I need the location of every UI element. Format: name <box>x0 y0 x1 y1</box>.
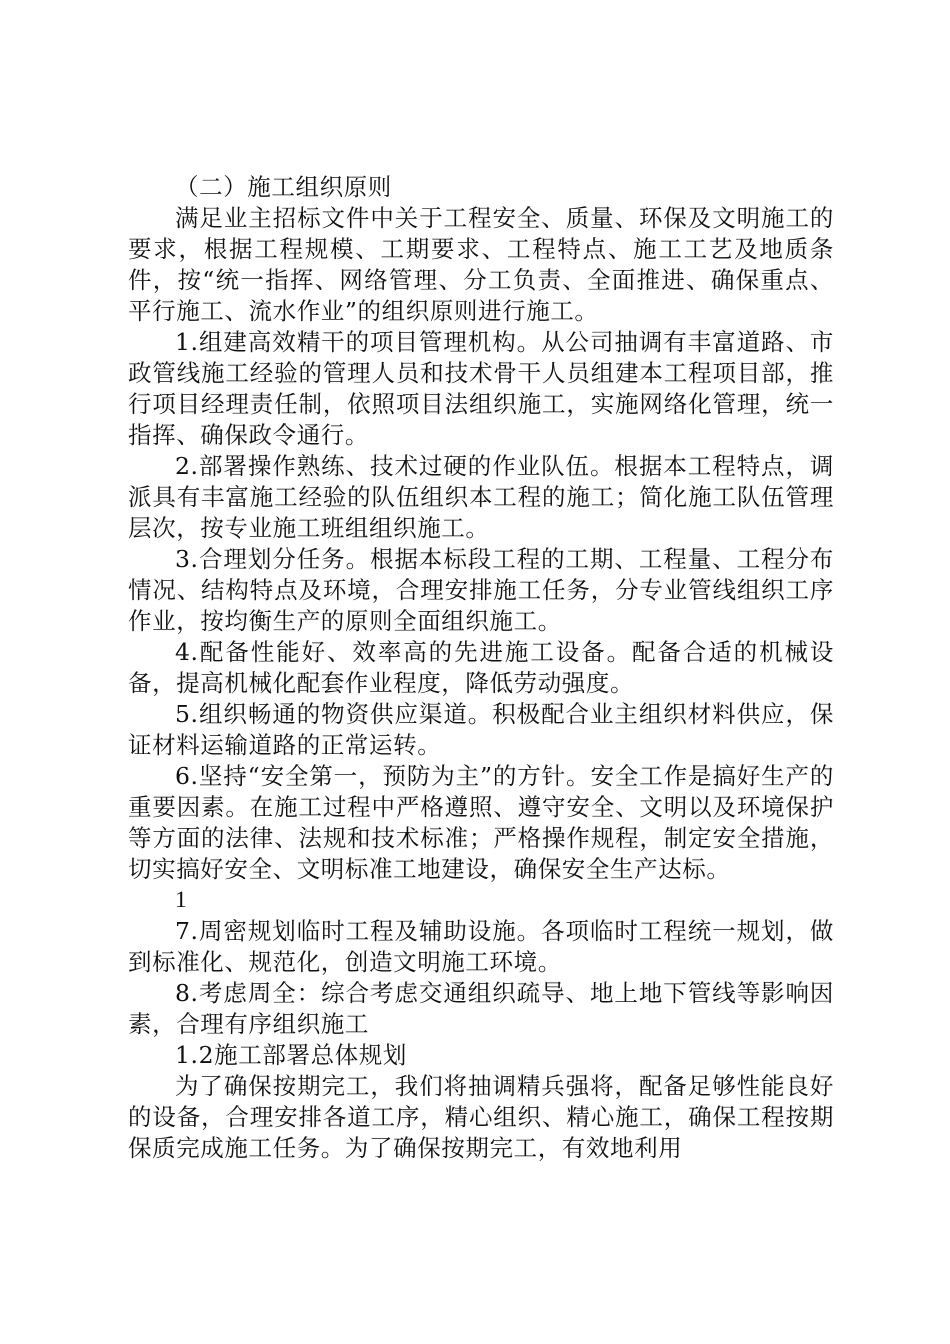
principle-item-1: 1.组建高效精干的项目管理机构。从公司抽调有丰富道路、市政管线施工经验的管理人员和技术骨干人员组建本工程项目部，推行项目经理责任制，依照项目法组织施工，实施网络化管理，统一指挥、确保政令通行。 <box>128 328 834 449</box>
subsection-heading: 1.2施工部署总体规划 <box>175 1041 407 1069</box>
principle-item-5: 5.组织畅通的物资供应渠道。积极配合业主组织材料供应，保证材料运输道路的正常运转。 <box>128 700 834 759</box>
principle-item-2: 2.部署操作熟练、技术过硬的作业队伍。根据本工程特点，调派具有丰富施工经验的队伍组织本工程的施工；简化施工队伍管理层次，按专业施工班组组织施工。 <box>128 452 834 542</box>
closing-paragraph: 为了确保按期完工，我们将抽调精兵强将，配备足够性能良好的设备，合理安排各道工序，精心组织、精心施工，确保工程按期保质完成施工任务。为了确保按期完工，有效地利用 <box>128 1072 834 1162</box>
intro-paragraph: 满足业主招标文件中关于工程安全、质量、环保及文明施工的要求，根据工程规模、工期要求、工程特点、施工工艺及地质条件，按“统一指挥、网络管理、分工负责、全面推进、确保重点、平行施工、流水作业”的组织原则进行施工。 <box>128 204 834 325</box>
document-body <box>128 172 834 1164</box>
section-heading: （二）施工组织原则 <box>175 173 392 201</box>
principle-item-7: 7.周密规划临时工程及辅助设施。各项临时工程统一规划，做到标准化、规范化，创造文明施工环境。 <box>128 917 834 976</box>
principle-item-6: 6.坚持“安全第一，预防为主”的方针。安全工作是搞好生产的重要因素。在施工过程中严格遵照、遵守安全、文明以及环境保护等方面的法律、法规和技术标准；严格操作规程，制定安全措施，切实搞好安全、文明标准工地建设，确保安全生产达标。 <box>128 762 834 883</box>
principle-item-8: 8.考虑周全：综合考虑交通组织疏导、地上地下管线等影响因素，合理有序组织施工 <box>128 979 834 1038</box>
principle-item-4: 4.配备性能好、效率高的先进施工设备。配备合适的机械设备，提高机械化配套作业程度，降低劳动强度。 <box>128 638 834 697</box>
principle-item-3: 3.合理划分任务。根据本标段工程的工期、工程量、工程分布情况、结构特点及环境，合理安排施工任务，分专业管线组织工序作业，按均衡生产的原则全面组织施工。 <box>128 545 834 635</box>
page-number: 1 <box>175 887 188 913</box>
